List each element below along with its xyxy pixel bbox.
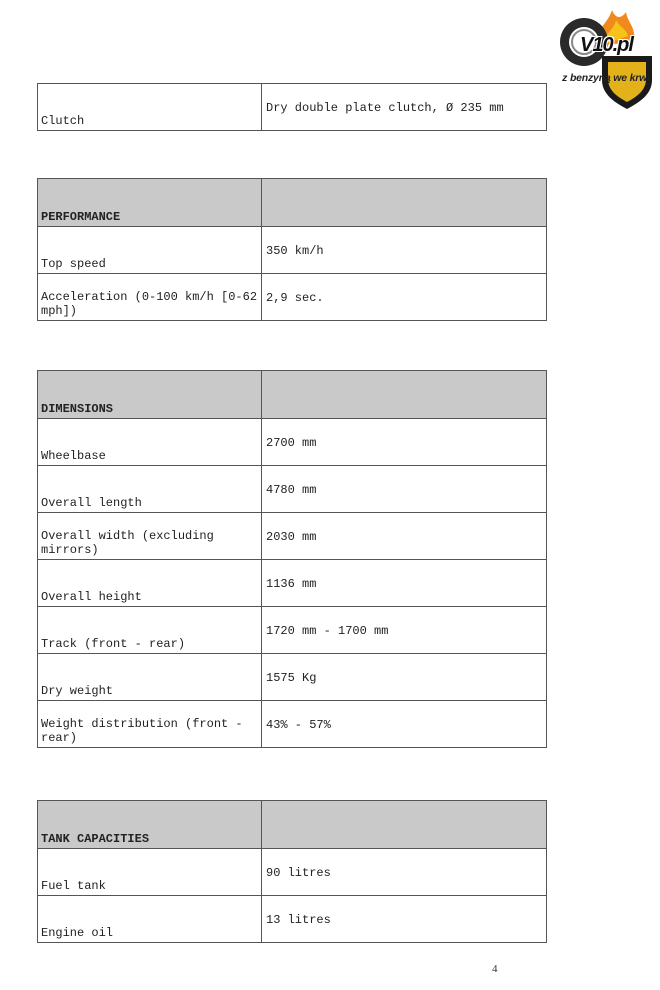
row-value: 43% - 57% [266,718,331,732]
row-value: 2030 mm [266,530,317,544]
section-title: PERFORMANCE [41,210,121,224]
row-value: 1136 mm [266,577,317,591]
row-label: Overall length [41,496,142,510]
row-label: Fuel tank [41,879,106,893]
clutch-table [37,83,547,131]
section-title: DIMENSIONS [41,402,114,416]
table-row [38,466,547,513]
row-label: Clutch [41,114,85,128]
v10-logo [556,6,656,110]
row-label: Wheelbase [41,449,106,463]
row-label: Weight distribution (front - rear) [41,717,243,745]
row-value: 2,9 sec. [266,291,324,305]
section-header [38,179,547,227]
table-row [38,896,547,943]
row-label: Top speed [41,257,106,271]
row-value: 4780 mm [266,483,317,497]
table-row [38,849,547,896]
section-header [38,801,547,849]
section-title: TANK CAPACITIES [41,832,150,846]
table-row [38,701,547,748]
page-number: 4 [492,963,498,975]
row-value: 1720 mm - 1700 mm [266,624,389,638]
row-label: Dry weight [41,684,114,698]
section-header [38,371,547,419]
dimensions-table [37,370,547,748]
logo-brand: V10.pl [580,34,633,56]
table-row [38,84,547,131]
row-label: Track (front - rear) [41,637,186,651]
performance-table [37,178,547,321]
table-row [38,419,547,466]
row-value: 13 litres [266,913,331,927]
row-label: Acceleration (0-100 km/h [0-62 mph]) [41,290,258,318]
table-row [38,654,547,701]
row-value: 2700 mm [266,436,317,450]
table-row [38,227,547,274]
row-label: Overall height [41,590,142,604]
table-row [38,513,547,560]
row-value: 1575 Kg [266,671,317,685]
table-row [38,560,547,607]
row-value: Dry double plate clutch, Ø 235 mm [266,101,504,115]
row-value: 90 litres [266,866,331,880]
tank-capacities-table [37,800,547,943]
row-label: Engine oil [41,926,114,940]
table-row [38,274,547,321]
row-label: Overall width (excluding mirrors) [41,529,214,557]
logo-tagline: z benzyną we krwi [562,72,650,84]
table-row [38,607,547,654]
row-value: 350 km/h [266,244,324,258]
